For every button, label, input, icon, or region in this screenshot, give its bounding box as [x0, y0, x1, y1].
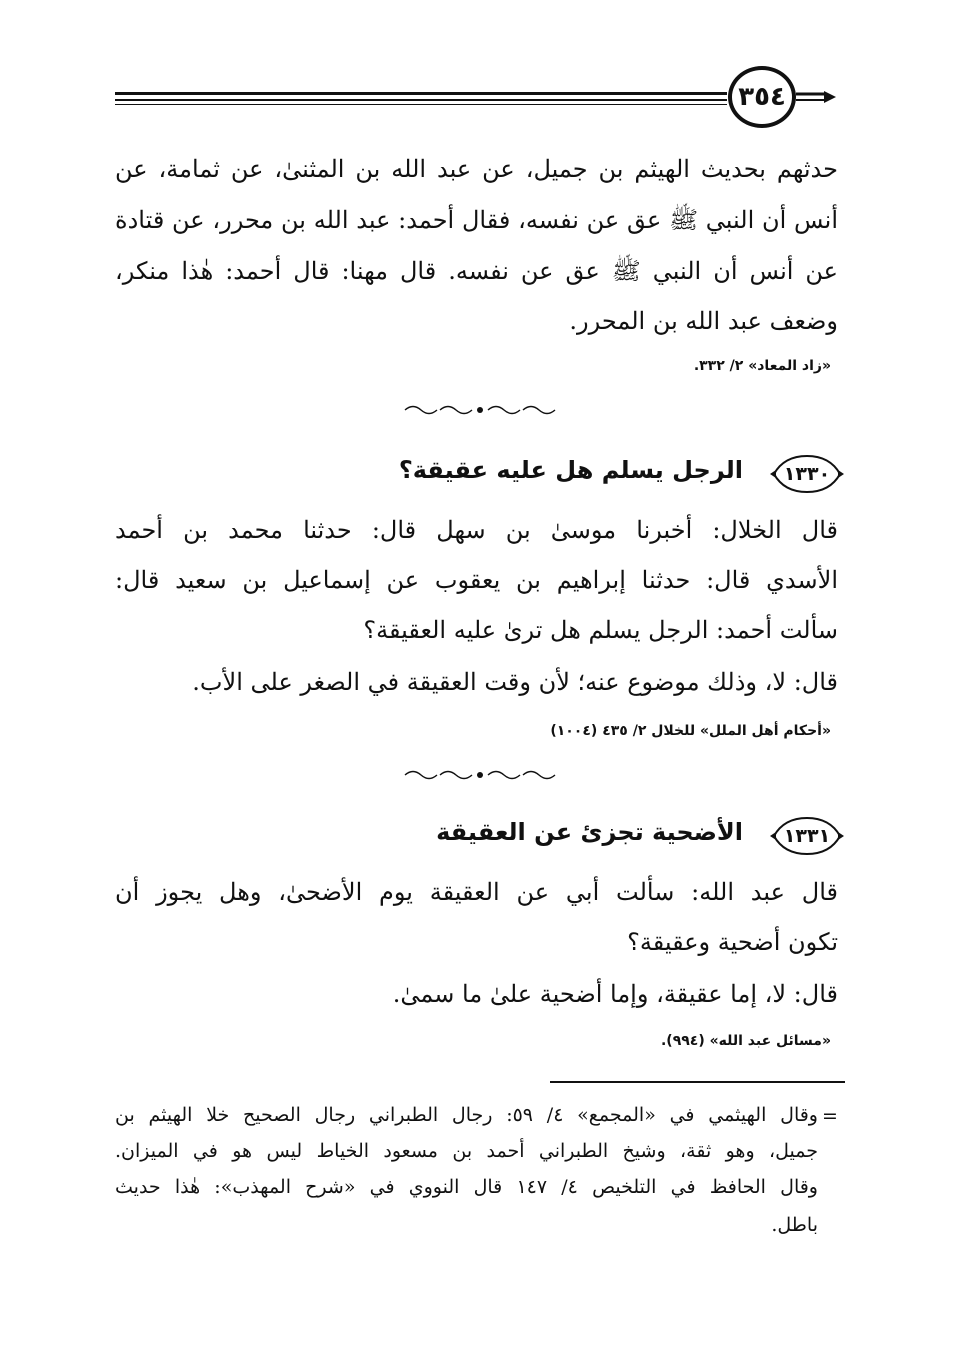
footnote-line: وقال الحافظ في التلخيص ٤/ ١٤٧ قال النووي في «شرح المهذب»: هٰذا حديث [115, 1176, 818, 1198]
footnote-rule [550, 1081, 845, 1083]
header-arrow-ornament [796, 90, 836, 106]
source-citation: «أحكام أهل الملل» للخلال ٢/ ٤٣٥ (١٠٠٤) [550, 723, 831, 739]
page-number: ٣٥٤ [728, 66, 796, 128]
body-line: قال: لا، وذلك موضوع عنه؛ لأن وقت العقيقة في الصغر على الأب. [192, 668, 838, 696]
section-title: الأضحية تجزئ عن العقيقة [436, 818, 743, 846]
source-citation: «مسائل عبد الله» (٩٩٤). [660, 1033, 831, 1049]
body-line: عن أنس أن النبي ﷺ عق عن نفسه. قال مهنا: قال أحمد: هٰذا منكر، [115, 257, 838, 285]
section-number-badge [768, 814, 846, 858]
body-line: سألت أحمد: الرجل يسلم هل ترىٰ عليه العقيقة؟ [363, 616, 838, 644]
ornament-divider [400, 403, 560, 417]
section-number: ١٣٣٠ [783, 463, 831, 485]
footnote-line: باطل. [771, 1214, 818, 1236]
body-line: الأسدي قال: حدثنا إبراهيم بن يعقوب عن إسماعيل بن سعيد قال: [115, 566, 838, 594]
body-line: قال: لا، إما عقيقة، وإما أضحية علىٰ ما سمىٰ. [392, 980, 838, 1008]
section-number-badge [768, 452, 846, 496]
body-line: وضعف عبد الله بن المحرر. [569, 307, 838, 335]
body-line: أنس أن النبي ﷺ عق عن نفسه، فقال أحمد: عبد الله بن محرر، عن قتادة [115, 206, 838, 234]
footnote-marker: = [822, 1105, 838, 1127]
section-number: ١٣٣١ [783, 825, 831, 847]
body-line: حدثهم بحديث الهيثم بن جميل، عن عبد الله بن المثنىٰ، عن ثمامة، عن [115, 155, 838, 183]
body-line: قال عبد الله: سألت أبي عن العقيقة يوم الأضحىٰ، وهل يجوز أن [115, 878, 838, 906]
footnote-line: وقال الهيثمي في «المجمع» ٤/ ٥٩: رجال الطبراني رجال الصحيح خلا الهيثم بن [115, 1104, 818, 1126]
body-line: تكون أضحية وعقيقة؟ [627, 928, 838, 956]
ornament-divider [400, 768, 560, 782]
footnote-line: جميل، وهو ثقة، وشيخ الطبراني أحمد بن مسعود الخياط ليس هو في الميزان. [115, 1140, 818, 1162]
body-line: قال الخلال: أخبرنا موسىٰ بن سهل قال: حدثنا محمد بن أحمد [115, 516, 838, 544]
source-citation: «زاد المعاد» ٢/ ٣٣٢. [693, 358, 831, 374]
section-title: الرجل يسلم هل عليه عقيقة؟ [398, 456, 743, 484]
